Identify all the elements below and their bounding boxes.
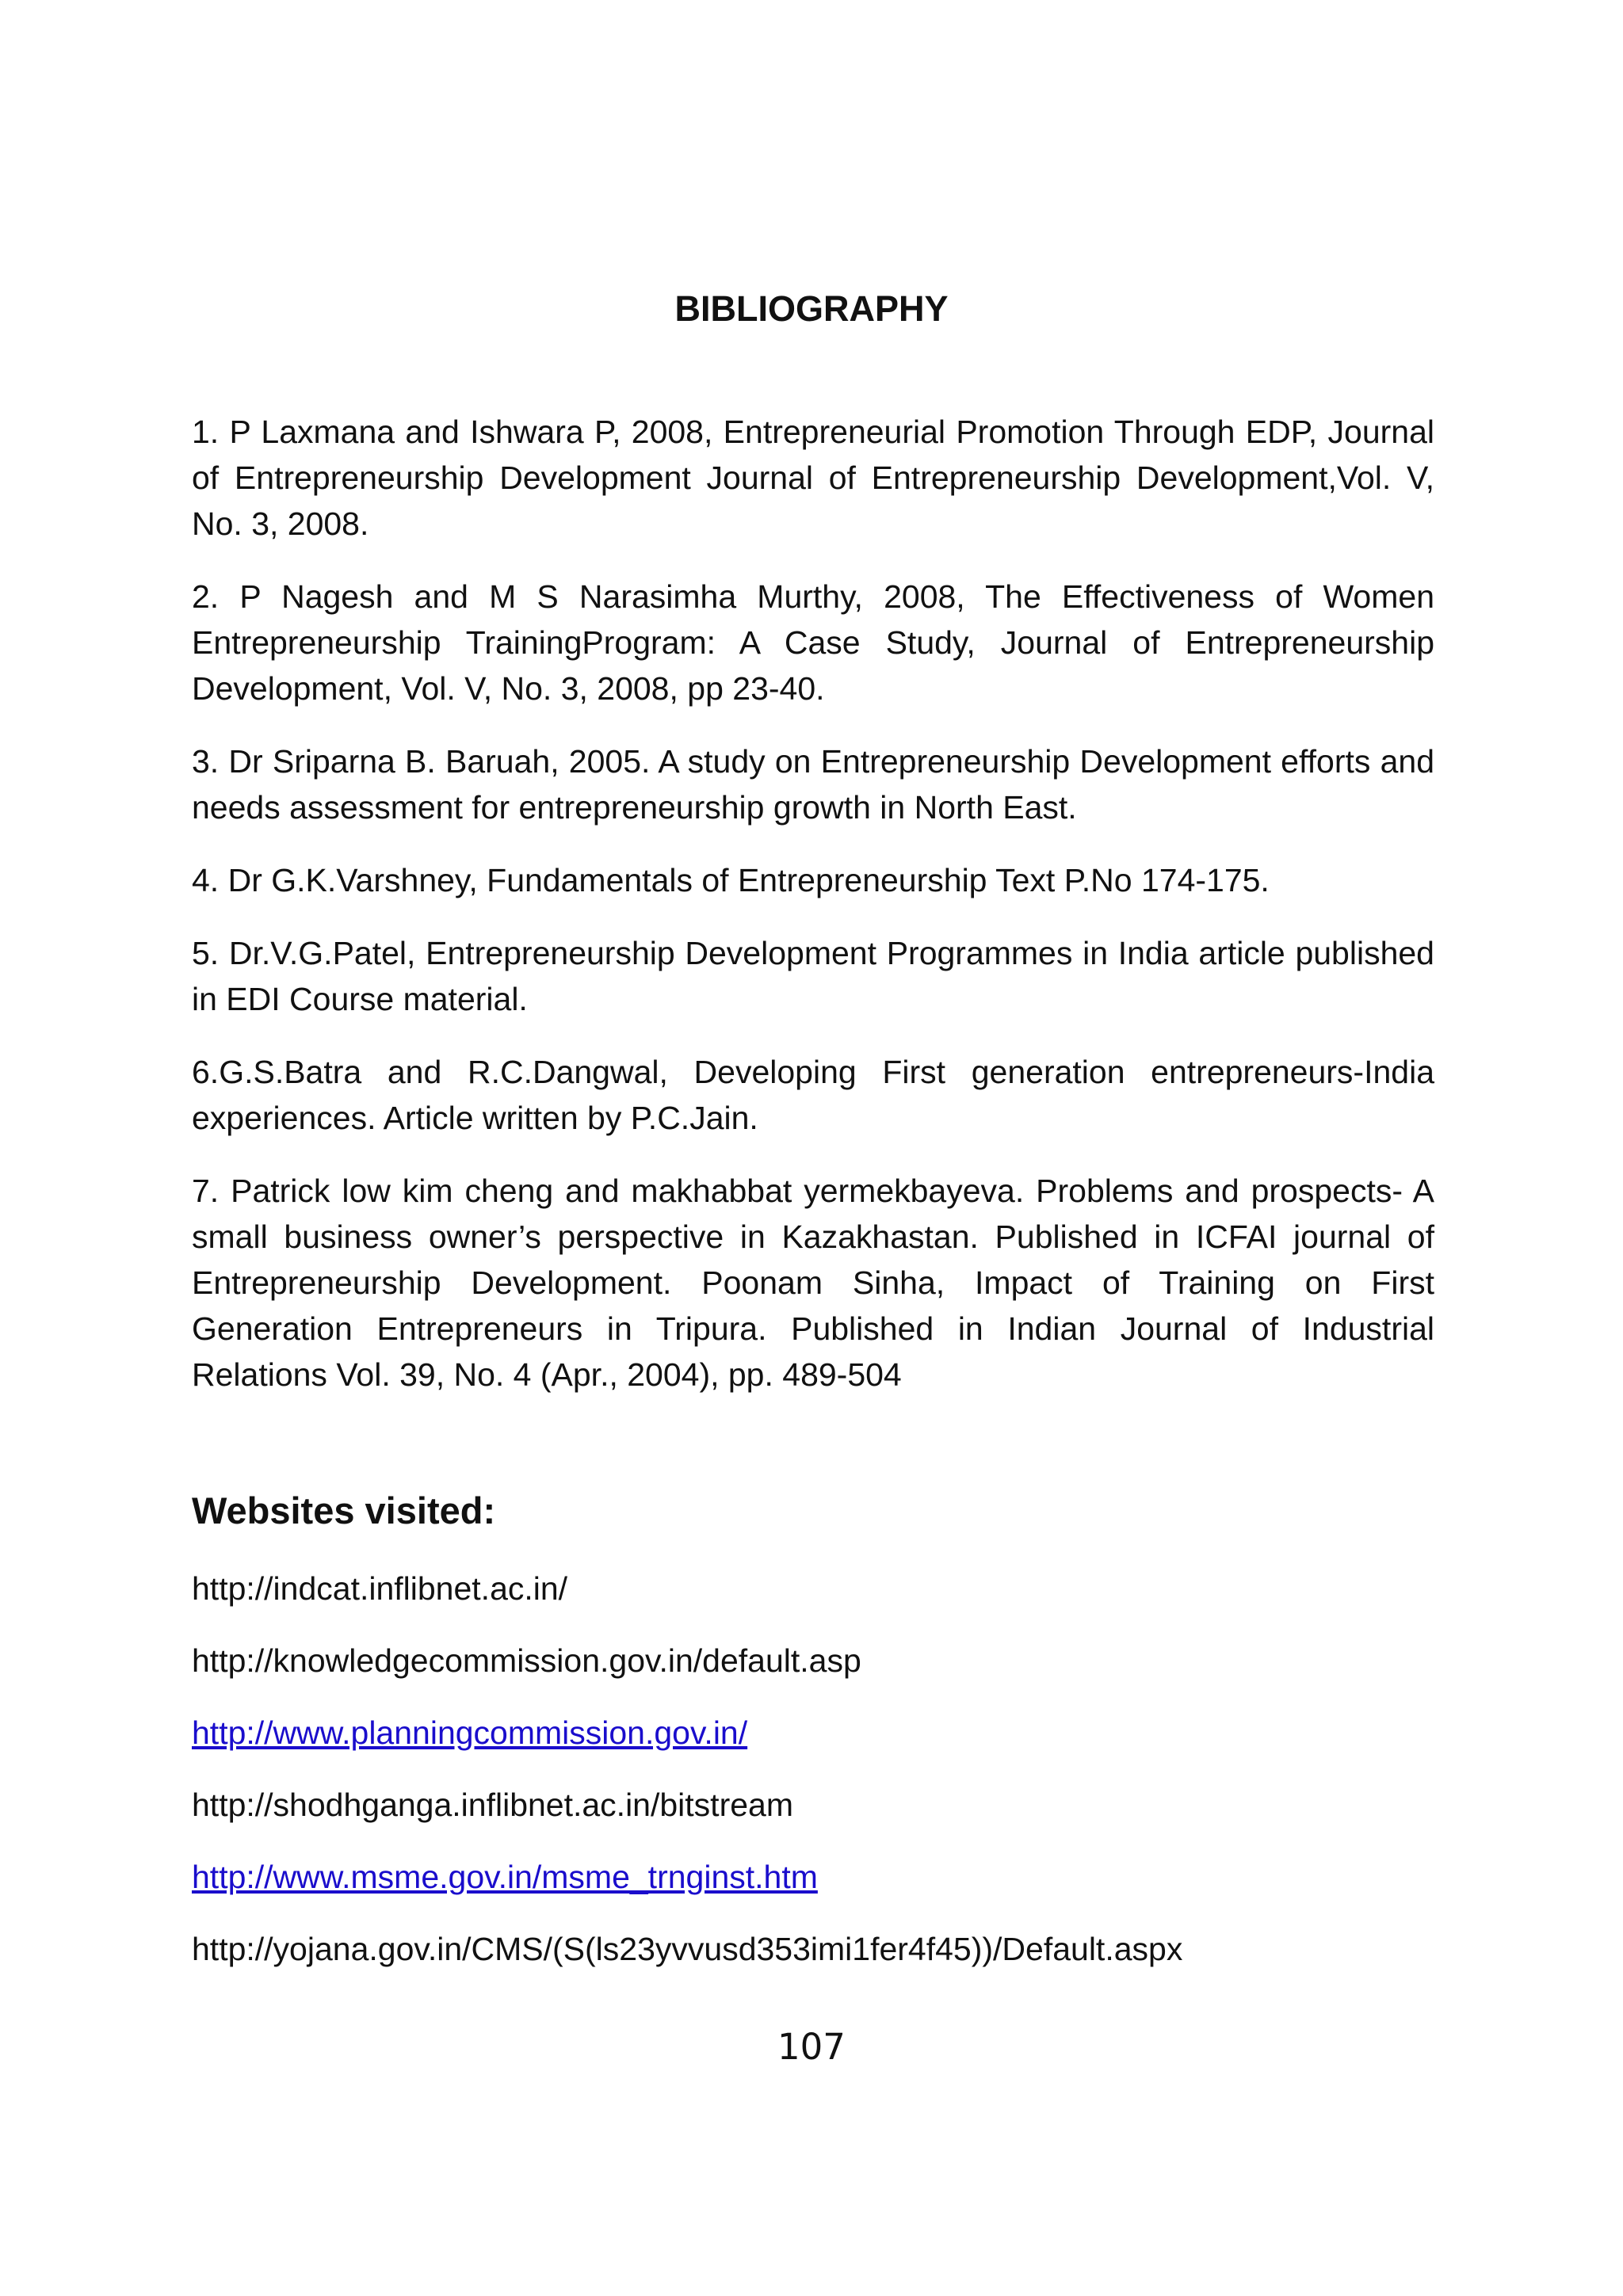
reference-item: 6.G.S.Batra and R.C.Dangwal, Developing First generation entrepreneurs-India experiences. Article written by P.C.Jain.: [192, 1054, 1434, 1136]
reference-item: 3. Dr Sriparna B. Baruah, 2005. A study on Entrepreneurship Development efforts and needs assessment for entrepreneurship growth in North East.: [192, 743, 1434, 826]
website-url: http://knowledgecommission.gov.in/default.asp: [192, 1642, 861, 1679]
website-url: http://yojana.gov.in/CMS/(S(ls23yvvusd353imi1fer4f45))/Default.aspx: [192, 1931, 1183, 1967]
website-link[interactable]: http://www.msme.gov.in/msme_trnginst.htm: [192, 1859, 818, 1895]
reference-item: 1. P Laxmana and Ishwara P, 2008, Entrepreneurial Promotion Through EDP, Journal of Entrepreneurship Development Journal of Entrepreneurship Development,Vol. V, No. 3, 2008.: [192, 414, 1434, 542]
page-title: BIBLIOGRAPHY: [674, 288, 949, 329]
websites-heading: Websites visited:: [192, 1489, 496, 1531]
website-url: http://indcat.inflibnet.ac.in/: [192, 1570, 568, 1607]
website-link[interactable]: http://www.planningcommission.gov.in/: [192, 1714, 748, 1751]
reference-item: 2. P Nagesh and M S Narasimha Murthy, 2008, The Effectiveness of Women Entrepreneurship TrainingProgram: A Case Study, Journal of Entrepreneurship Development, Vol. V, No. 3, 2008, pp 23-40.: [192, 578, 1434, 707]
reference-item: 4. Dr G.K.Varshney, Fundamentals of Entrepreneurship Text P.No 174-175.: [192, 862, 1270, 898]
website-list: [192, 1566, 1460, 1998]
reference-list: [192, 409, 1434, 1425]
page-number: 107: [777, 2026, 846, 2068]
website-url: http://shodhganga.inflibnet.ac.in/bitstream: [192, 1787, 793, 1823]
reference-item: 7. Patrick low kim cheng and makhabbat yermekbayeva. Problems and prospects- A small business owner’s perspective in Kazakhastan. Published in ICFAI journal of Entrepreneurship Development. Poonam Sinha, Impact of Training on First Generation Entrepreneurs in Tripura. Published in Indian Journal of Industrial Relations Vol. 39, No. 4 (Apr., 2004), pp. 489-504: [192, 1173, 1434, 1393]
reference-item: 5. Dr.V.G.Patel, Entrepreneurship Development Programmes in India article published in EDI Course material.: [192, 935, 1434, 1017]
